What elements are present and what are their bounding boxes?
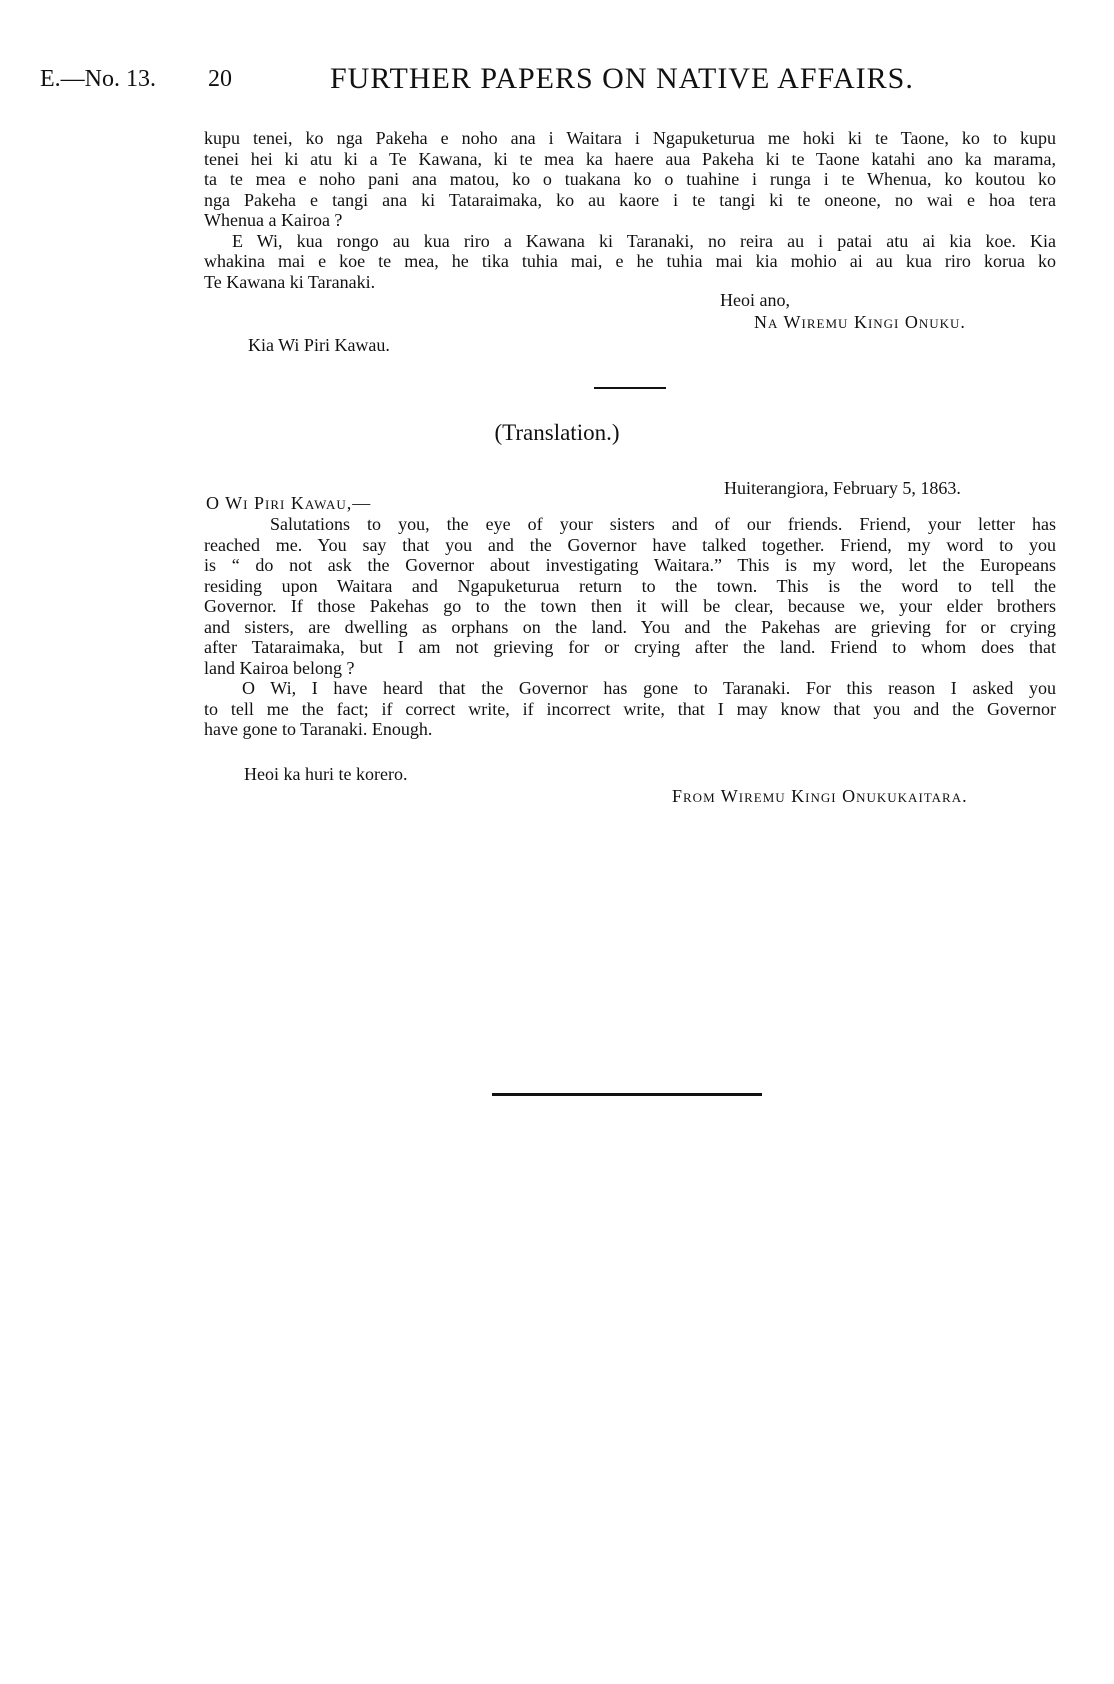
text-line: whakina mai e koe te mea, he tika tuhia mai, e he tuhia mai kia mohio ai au kua riro korua ko (204, 251, 1056, 271)
text-line: kupu tenei, ko nga Pakeha e noho ana i Waitara i Ngapuketurua me hoki ki te Taone, ko to kupu (204, 128, 1056, 148)
text-line: nga Pakeha e tangi ana ki Tataraimaka, ko au kaore i te tangi ki te oneone, no wai e hoa tera (204, 189, 1056, 210)
text-line: have gone to Taranaki. Enough. (204, 719, 433, 739)
text-line: O Wi, I have heard that the Governor has gone to Taranaki. For this reason I asked you (242, 678, 1056, 698)
translation-maori-closing: Heoi ka huri te korero. (244, 764, 408, 784)
text-line: Whenua a Kairoa ? (204, 210, 343, 230)
text-line: residing upon Waitara and Ngapuketurua return to the town. This is the word to tell the (204, 575, 1056, 596)
text-line: ta te mea e noho pani ana matou, ko o tuakana ko o tuahine i runga i te Whenua, ko koutou ko (204, 169, 1056, 189)
text-line: land Kairoa belong ? (204, 657, 355, 678)
section-divider (594, 387, 666, 389)
text-line: Te Kawana ki Taranaki. (204, 271, 376, 292)
maori-letter-body (204, 128, 1056, 292)
text-line: E Wi, kua rongo au kua riro a Kawana ki Taranaki, no reira au i patai atu ai kia koe. Kia (232, 230, 1056, 251)
document-reference: E.—No. 13. (40, 66, 156, 92)
text-line: after Tataraimaka, but I am not grieving for or crying after the land. Friend to whom does that (204, 637, 1056, 657)
text-line: to tell me the fact; if correct write, if incorrect write, that I may know that you and the Governor (204, 698, 1056, 719)
maori-addressee: Kia Wi Piri Kawau. (248, 335, 390, 355)
maori-paragraph-1 (204, 128, 1056, 231)
page-number: 20 (208, 66, 232, 92)
maori-closing: Heoi ano, (720, 290, 790, 310)
text-line: reached me. You say that you and the Governor have talked together. Friend, my word to you (204, 534, 1056, 555)
translation-paragraph-1 (204, 535, 1056, 679)
text-line: and sisters, are dwelling as orphans on the land. You and the Pakehas are grieving for or crying (204, 616, 1056, 637)
translation-paragraph-1-first (204, 514, 1056, 535)
translation-paragraph-2-first (204, 678, 1056, 699)
running-title: FURTHER PAPERS ON NATIVE AFFAIRS. (330, 62, 914, 95)
maori-paragraph-2-cont (204, 251, 1056, 292)
text-line: tenei hei ki atu ki a Te Kawana, ki te mea ka haere aua Pakeha ki te Taone katahi ano ka marama, (204, 148, 1056, 169)
place-date: Huiterangiora, February 5, 1863. (724, 478, 961, 498)
maori-signature: Na Wiremu Kingi Onuku. (754, 312, 966, 332)
translation-signature: From Wiremu Kingi Onukukaitara. (672, 786, 968, 806)
text-line: Salutations to you, the eye of your sisters and of our friends. Friend, your letter has (270, 514, 1056, 534)
translation-heading: (Translation.) (494, 420, 620, 445)
text-line: is “ do not ask the Governor about investigating Waitara.” This is my word, let the Europeans (204, 555, 1056, 575)
text-line: Governor. If those Pakehas go to the town then it will be clear, because we, your elder brothers (204, 596, 1056, 616)
salutation: O Wi Piri Kawau,— (206, 493, 372, 513)
end-rule (492, 1093, 762, 1096)
translation-body (204, 514, 1056, 740)
translation-paragraph-2 (204, 699, 1056, 740)
maori-paragraph-2 (204, 231, 1056, 252)
